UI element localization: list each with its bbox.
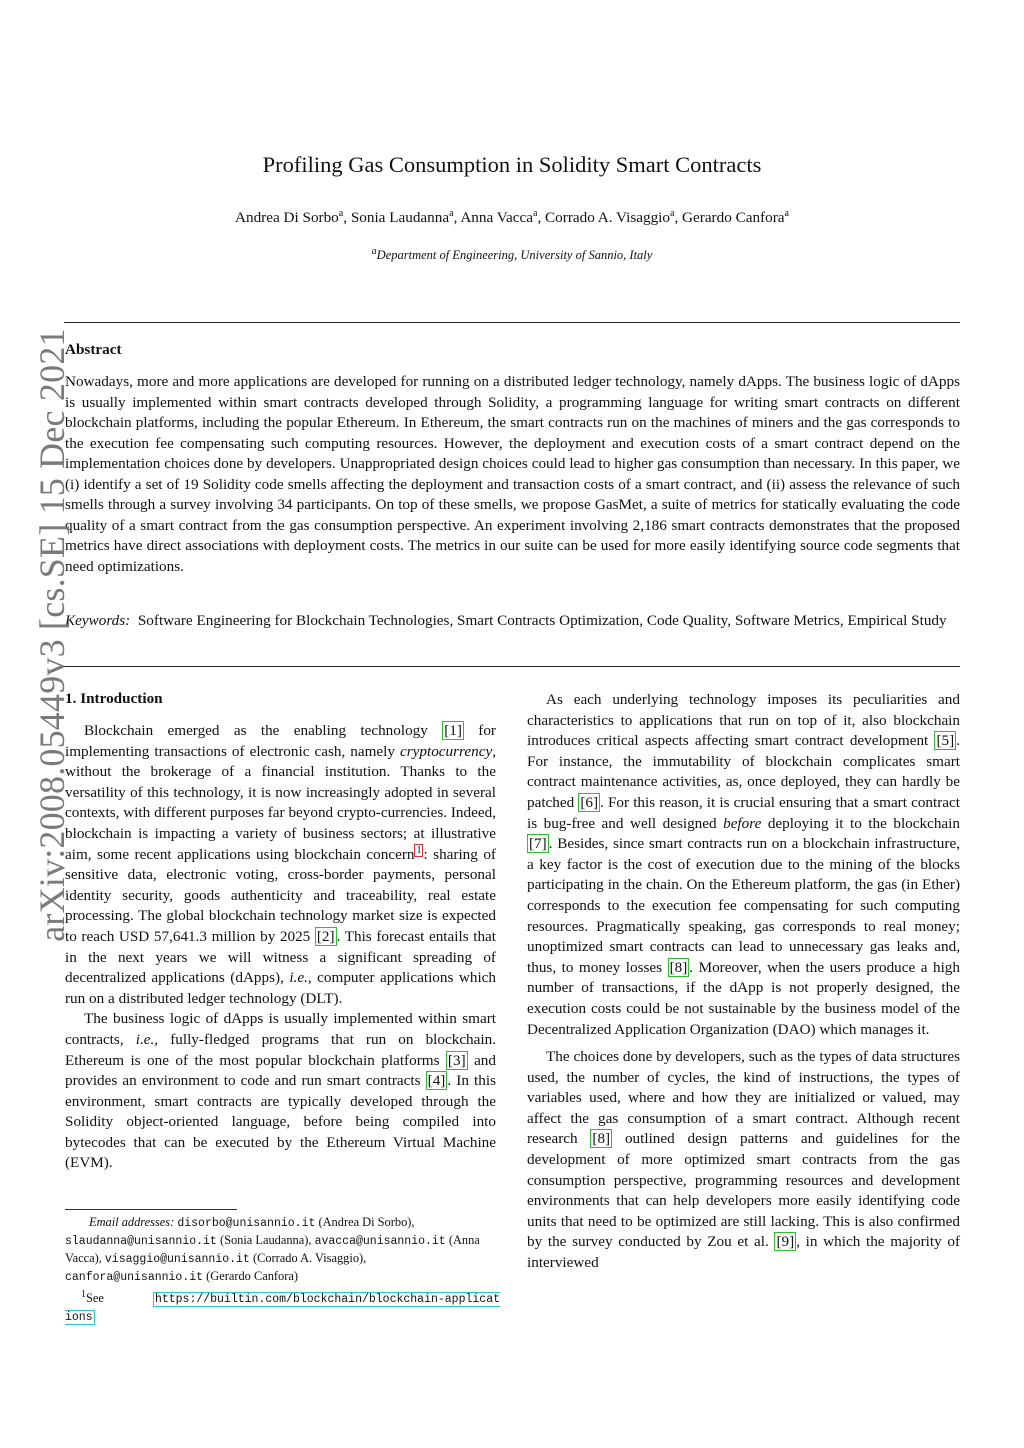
paragraph: The business logic of dApps is usually implemented within smart contracts, i.e., fully-fledged programs that run on blockchain. Ethereum is one of the most popular blockchain platforms [3] and provides an environment to code and run smart contracts [4] . In this environment, smart contracts are typically developed through the Solidity object-oriented language, before being compiled into bytecodes that can be executed by the Ethereum Virtual Machine (EVM).: [65, 1010, 497, 1172]
left-column: [65, 721, 496, 1174]
author-mark: a: [670, 208, 675, 219]
author-mark: a: [449, 208, 454, 219]
email-link[interactable]: slaudanna@unisannio.it: [65, 1235, 217, 1248]
citation-link[interactable]: [6]: [580, 793, 599, 811]
citation-link[interactable]: [5]: [936, 732, 955, 750]
footnote-url-link[interactable]: https://builtin.com/blockchain/blockchain-applications: [65, 1293, 500, 1325]
footnote-mark: 1: [81, 1289, 86, 1300]
keywords: [65, 611, 960, 632]
footnotes: [65, 1214, 500, 1326]
email-link[interactable]: avacca@unisannio.it: [314, 1235, 446, 1248]
paragraph: Blockchain emerged as the enabling technology [1] for implementing transactions of electronic cash, namely cryptocurrency, without the brokerage of a financial institution. Thanks to the versatility of this technology, it is now increasingly adopted in several contexts, with different purposes far beyond crypto-currencies. Indeed, blockchain is impacting a variety of business sectors; at illustrative aim, some recent applications using blockchain concern $^1$ : sharing of sensitive data, electronic voting, cross-border payments, personal identity security, goods authenticity and traceability, real estate processing. The global blockchain technology market size is expected to reach USD 57,641.3 million by 2025 [2] . This forecast entails that in the next years we will witness a significant spreading of decentralized applications (dApps), i.e., computer applications which run on a distributed ledger technology (DLT).: [65, 722, 496, 1007]
author: Andrea Di Sorbo: [235, 209, 339, 227]
abstract-text: Nowadays, more and more applications are developed for running on a distributed ledger technology, namely dApps. The business logic of dApps is usually implemented within smart contracts developed through Solidity, a programming language for writing smart contracts on different blockchain platforms, including the popular Ethereum. In Ethereum, the smart contracts run on the machines of miners and the gas corresponds to the execution fee compensating such computing resources. However, the deployment and execution costs of a smart contract depend on the implementation choices done by developers. Unappropriated design choices could lead to higher gas consumption than necessary. In this paper, we (i) identify a set of 19 Solidity code smells affecting the deployment and transaction costs of a smart contract, and (ii) assess the relevance of such smells through a survey involving 34 participants. On top of these smells, we propose GasMet, a suite of metrics for statically evaluating the code quality of a smart contract from the gas consumption perspective. An experiment involving 2,186 smart contracts demonstrates that the proposed metrics have direct associations with deployment costs. The metrics in our suite can be used for more easily identifying source code segments that need optimizations.: [65, 373, 960, 575]
top-rule: [64, 322, 960, 323]
citation-link[interactable]: [8]: [669, 958, 688, 976]
author: Anna Vacca: [460, 209, 533, 227]
citation-link[interactable]: [1]: [444, 722, 462, 739]
bottom-rule: [64, 666, 960, 667]
author: Gerardo Canfora: [682, 209, 785, 227]
footnote-rule: [65, 1209, 237, 1210]
citation-link[interactable]: [8]: [592, 1130, 611, 1148]
affiliation: [0, 246, 1024, 263]
email-link[interactable]: canfora@unisannio.it: [65, 1271, 204, 1284]
email-link[interactable]: visaggio@unisannio.it: [104, 1253, 250, 1266]
citation-link[interactable]: [9]: [776, 1233, 795, 1251]
email-footnote: Email addresses: disorbo@unisannio.it (Andrea Di Sorbo), slaudanna@unisannio.it (Sonia Laudanna), avacca@unisannio.it (Anna Vacca), visaggio@unisannio.it (Corrado A. Visaggio), canfora@unisannio.it (Gerardo Canfora): [65, 1215, 480, 1284]
keywords-label: Keywords:: [65, 612, 131, 629]
footnote-link[interactable]: 1: [416, 844, 422, 856]
email-label: Email addresses:: [89, 1215, 175, 1229]
author-mark: a: [533, 208, 538, 219]
affiliation-mark: a: [371, 246, 377, 257]
affiliation-text: Department of Engineering, University of Sannio, Italy: [376, 248, 653, 263]
section-heading: 1. Introduction: [65, 690, 163, 707]
author-mark: a: [784, 208, 789, 219]
right-column: [527, 690, 960, 1274]
paragraph: As each underlying technology imposes its peculiarities and characteristics to applications that run on top of it, also blockchain introduces critical aspects affecting smart contract development [5] . For instance, the immutability of blockchain complicates smart contract maintenance activities, as, once deployed, they can hardly be patched [6] . For this reason, it is crucial ensuring that a smart contract is bug-free and well designed before deploying it to the blockchain [7] . Besides, since smart contracts run on a blockchain infrastructure, a key factor is the cost of execution due to the mining of the blocks participating in the chain. On the Ethereum platform, the gas (in Ether) corresponds to the execution fee compensating for such computing resources. Pragmatically speaking, gas corresponds to real money; unoptimized smart contracts can lead to unnecessary gas leaks and, thus, to money losses [8] . Moreover, when the users produce a high number of transactions, if the dApp is not properly designed, the execution costs could be not sustainable by the business model of the Decentralized Application Organization (DAO) which manages it.: [527, 691, 960, 1038]
footnote-1: $^1$See https://builtin.com/blockchain/blockchain-applications: [65, 1289, 500, 1325]
citation-link[interactable]: [7]: [529, 835, 547, 853]
paper-title: Profiling Gas Consumption in Solidity Smart Contracts: [262, 152, 762, 177]
citation-link[interactable]: [2]: [316, 927, 335, 945]
author-list: Andrea Di Sorbo$^a$, Sonia Laudanna$^a$, Anna Vacca$^a$, Corrado A. Visaggio$^a$, Gerardo Canfora$^a$: [235, 208, 789, 227]
citation-link[interactable]: [4]: [427, 1072, 446, 1090]
author: Sonia Laudanna: [350, 209, 450, 227]
paragraph: The choices done by developers, such as the types of data structures used, the number of cycles, the kind of instructions, the types of variables used, where and how they are initialized or valued, may affect the gas consumption of a smart contract. Although recent research [8] outlined design patterns and guidelines for the development of more optimized smart contracts from the gas consumption perspective, programming resources and development environments that can help developers more easily identifying code units that need to be optimized are still lacking. This is also confirmed by the survey conducted by Zou et al. [9] , in which the majority of interviewed: [527, 1048, 961, 1272]
arxiv-stamp: arXiv:2008.05449v3 [cs.SE] 15 Dec 2021: [32, 328, 72, 942]
keywords-text: Software Engineering for Blockchain Technologies, Smart Contracts Optimization, Code Quality, Software Metrics, Empirical Study: [137, 612, 947, 629]
author-mark: a: [338, 208, 344, 219]
author: Corrado A. Visaggio: [545, 209, 670, 227]
citation-link[interactable]: [3]: [447, 1051, 466, 1069]
abstract-heading: Abstract: [65, 341, 122, 358]
email-link[interactable]: disorbo@unisannio.it: [177, 1217, 316, 1230]
